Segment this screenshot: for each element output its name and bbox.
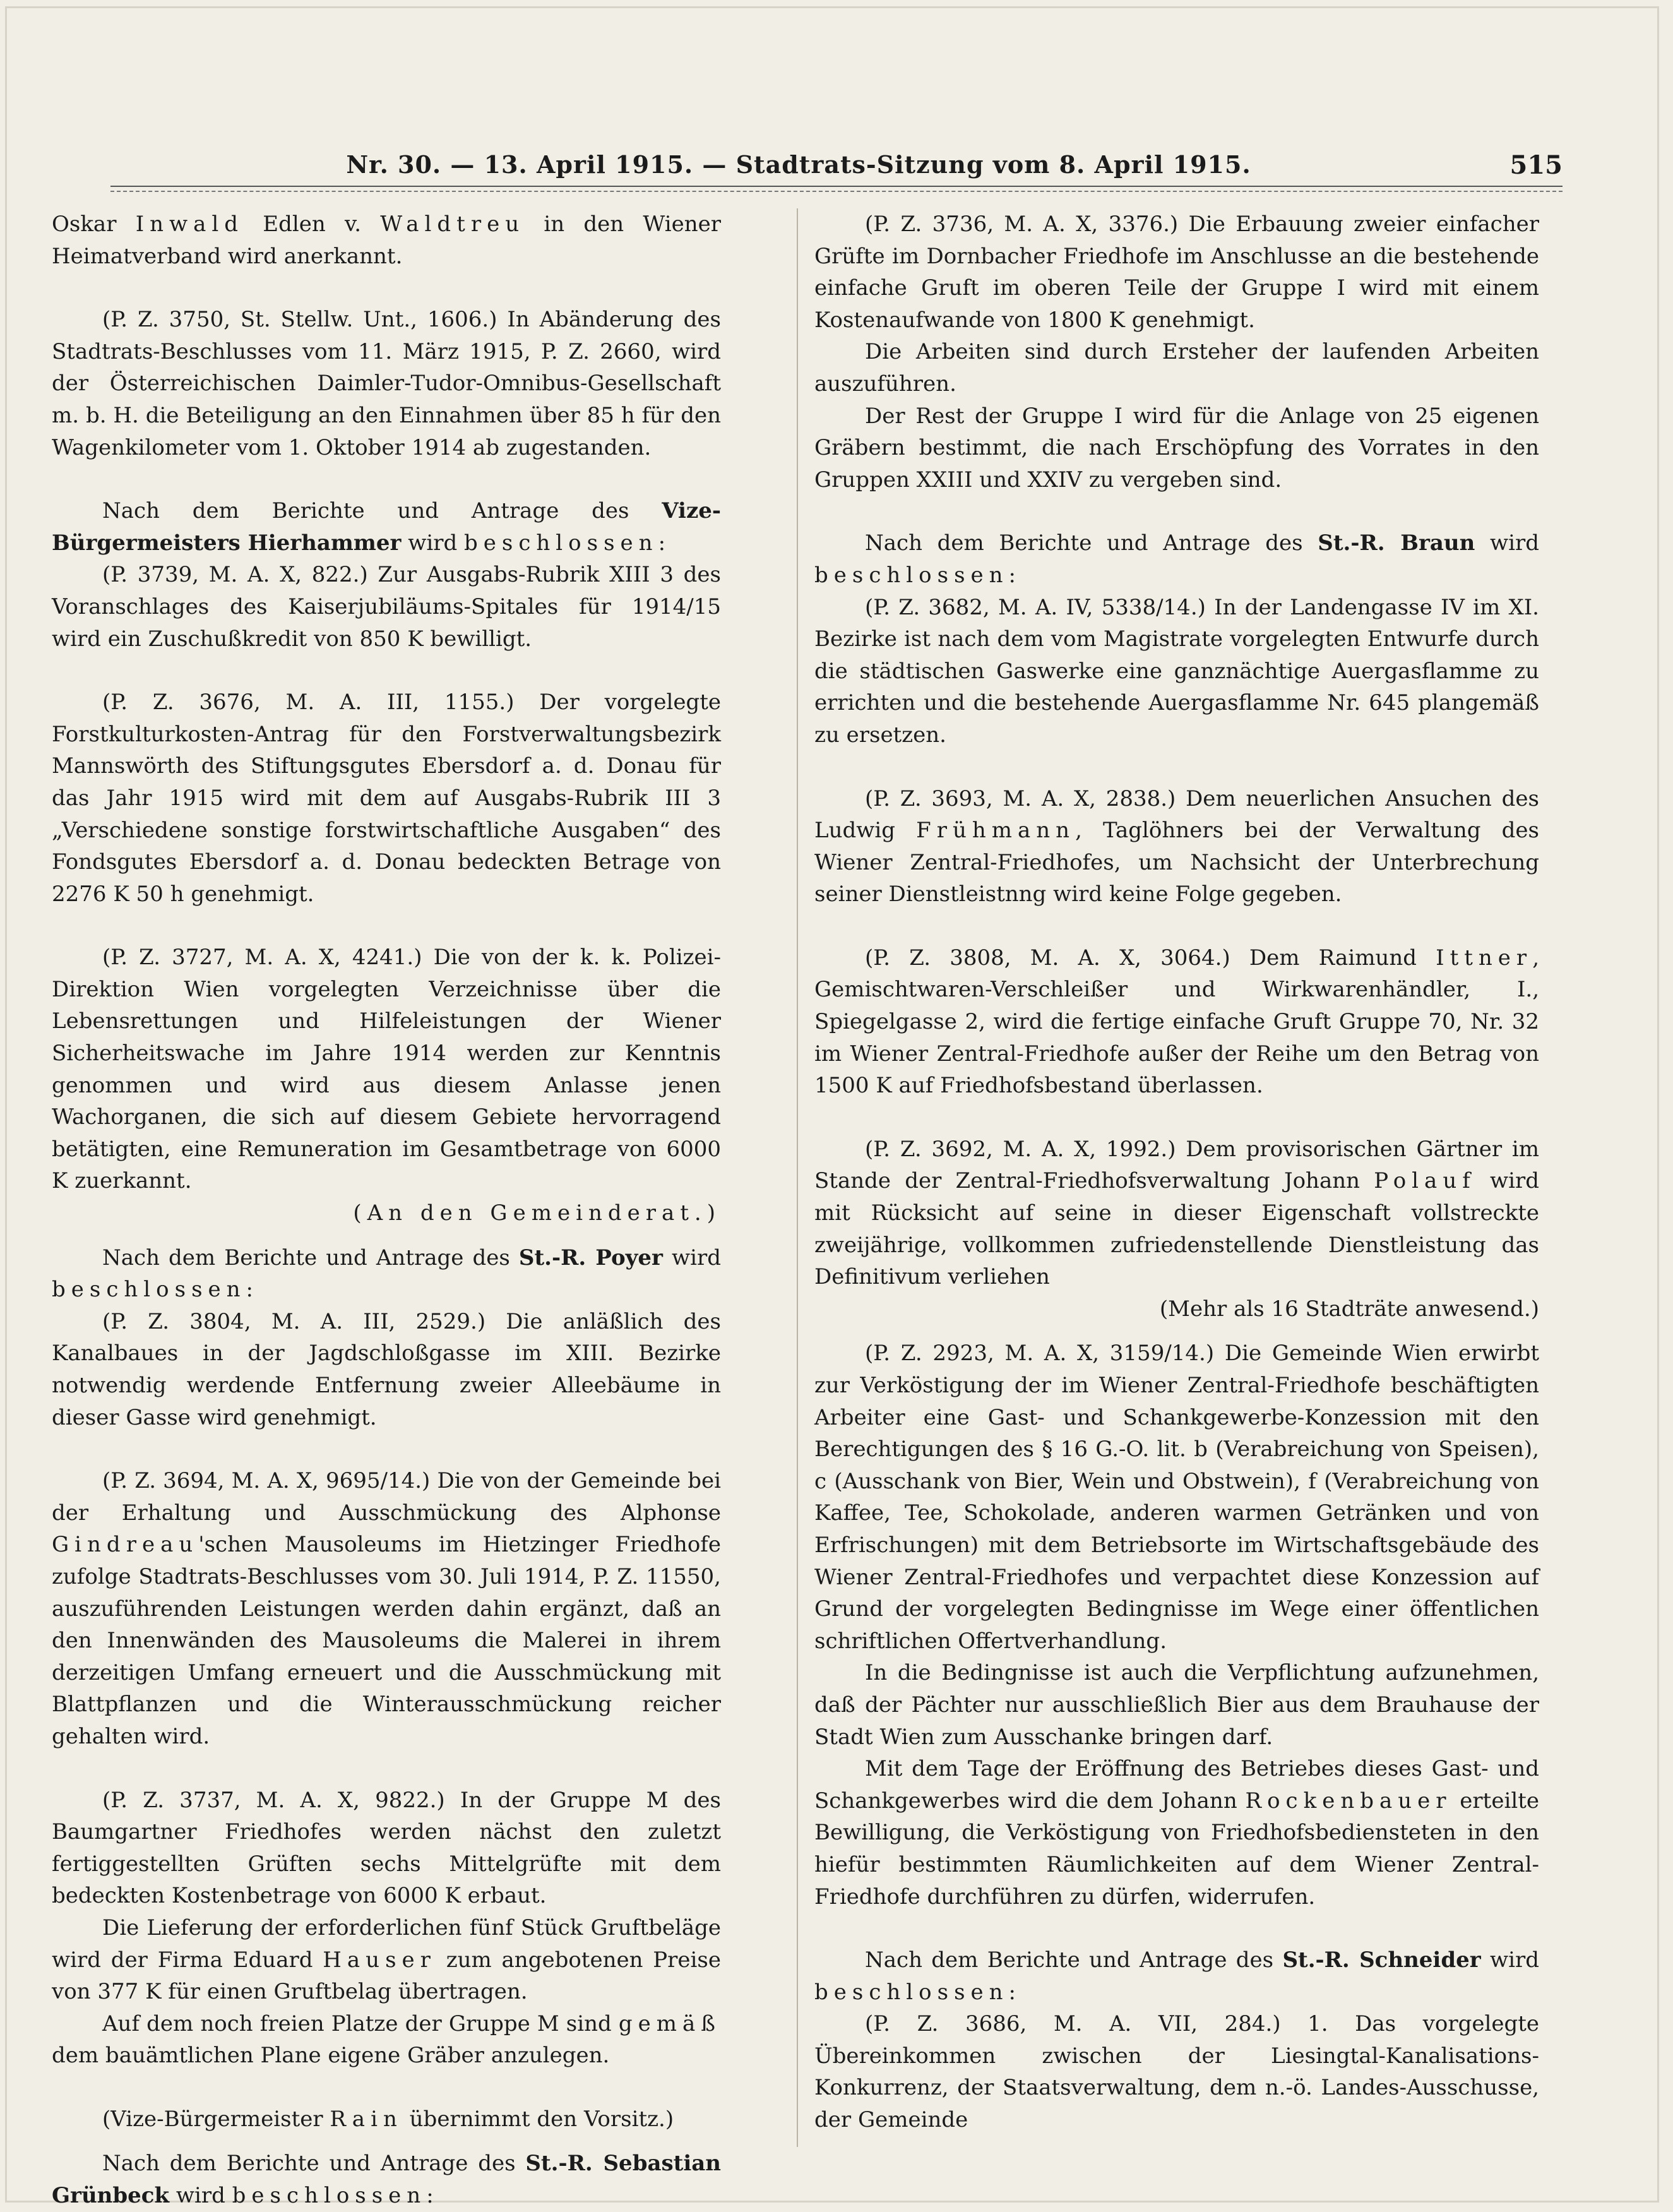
paragraph: (P. Z. 3693, M. A. X, 2838.) Dem neuerlichen Ansuchen des Ludwig Frühmann, Taglöhners bei der Verwaltung des Wiener Zentral-Friedhofes, um Nachsicht der Unterbrechung seiner Dienstleistnng wird keine Folge gegeben. bbox=[814, 786, 1540, 907]
note: (An den Gemeinderat.) bbox=[353, 1200, 721, 1226]
paragraph: (P. Z. 3692, M. A. X, 1992.) Dem provisorischen Gärtner im Stande der Zentral-Friedhofsverwaltung Johann Polauf wird mit Rücksicht auf seine in dieser Eigenschaft vollstreckte zweijährige, vollkommen zufriedenstellende Dienstleistung das Definitivum verliehen bbox=[814, 1136, 1539, 1290]
paragraph: (P. Z. 3804, M. A. III, 2529.) Die anläßlich des Kanalbaues in der Jagdschloßgasse im XIII. Bezirke notwendig werdende Entfernung zweier Alleebäume in dieser Gasse wird genehmigt. bbox=[52, 1308, 721, 1430]
paragraph: (P. 3739, M. A. X, 822.) Zur Ausgabs-Rubrik XIII 3 des Voranschlages des Kaiserjubiläums-Spitales für 1914/15 wird ein Zuschußkredit von 850 K bewilligt. bbox=[52, 562, 721, 652]
paragraph: (P. Z. 3682, M. A. IV, 5338/14.) In der Landengasse IV im XI. Bezirke ist nach dem vom Magistrate vorgelegten Entwurfe durch die städtischen Gaswerke eine ganznächtige Auergasflamme zu errichten und die bestehende Auergasflamme Nr. 645 plangemäß zu ersetzen. bbox=[814, 594, 1539, 748]
paragraph: (P. Z. 3686, M. A. VII, 284.) 1. Das vorgelegte Übereinkommen zwischen der Liesingtal-Kanalisations-Konkurrenz, der Staatsverwaltung, dem n.-ö. Landes-Ausschusse, der Gemeinde bbox=[814, 2011, 1539, 2133]
page-number: 515 bbox=[1509, 150, 1563, 180]
paragraph: (P. Z. 3737, M. A. X, 9822.) In der Gruppe M des Baumgartner Friedhofes werden nächst den zuletzt fertiggestellten Grüften sechs Mittelgrüfte mit dem bedeckten Kostenbetrage von 6000 K erbaut. bbox=[52, 1787, 721, 1909]
paragraph: (P. Z. 3736, M. A. X, 3376.) Die Erbauung zweier einfacher Grüfte im Dornbacher Friedhofe im Anschlusse an die bestehende einfache Gruft im oberen Teile der Gruppe I wird mit einem Kostenaufwande von 1800 K genehmigt. bbox=[814, 212, 1539, 333]
paragraph: Oskar Inwald Edlen v. Waldtreu in den Wiener Heimatverband wird anerkannt. bbox=[52, 212, 721, 269]
resolution-intro: Nach dem Berichte und Antrage des St.-R. Braun wird beschlossen: bbox=[814, 530, 1539, 588]
resolution-intro: Nach dem Berichte und Antrage des St.-R. Schneider wird beschlossen: bbox=[814, 1947, 1539, 2005]
header-rule bbox=[110, 186, 1563, 192]
paragraph: Die Lieferung der erforderlichen fünf Stück Gruftbeläge wird der Firma Eduard Hauser zum angebotenen Preise von 377 K für einen Gruftbelag übertragen. bbox=[52, 1915, 721, 2005]
paragraph: (P. Z. 3808, M. A. X, 3064.) Dem Raimund Ittner, Gemischtwaren-Verschleißer und Wirkwarenhändler, I., Spiegelgasse 2, wird die fertige einfache Gruft Gruppe 70, Nr. 32 im Wiener Zentral-Friedhofe außer der Reihe um den Betrag von 1500 K auf Friedhofsbestand überlassen. bbox=[814, 945, 1539, 1099]
resolution-intro: Nach dem Berichte und Antrage des St.-R. Sebastian Grünbeck wird beschlossen: bbox=[52, 2151, 722, 2209]
paragraph: Auf dem noch freien Platze der Gruppe M sind gemäß dem bauämtlichen Plane eigene Gräber anzulegen. bbox=[52, 2011, 721, 2069]
resolution-intro: Nach dem Berichte und Antrage des Vize-Bürgermeisters Hierhammer wird beschlossen: bbox=[52, 498, 721, 556]
column-divider bbox=[797, 208, 798, 2147]
paragraph: Mit dem Tage der Eröffnung des Betriebes dieses Gast- und Schankgewerbes wird die dem Johann Rockenbauer erteilte Bewilligung, die Verköstigung von Friedhofsbediensteten in den hiefür bestimmten Räumlichkeiten auf dem Wiener Zentral-Friedhofe durchführen zu dürfen, widerrufen. bbox=[814, 1756, 1539, 1910]
paragraph: (P. Z. 3694, M. A. X, 9695/14.) Die von der Gemeinde bei der Erhaltung und Ausschmückung des Alphonse Gindreau'schen Mausoleums im Hietzinger Friedhofe zufolge Stadtrats-Beschlusses vom 30. Juli 1914, P. Z. 11550, auszuführenden Leistungen werden dahin ergänzt, daß an den Innenwänden des Mausoleums die Malerei in ihrem derzeitigen Umfang erneuert und die Ausschmückung mit Blattpflanzen und die Winterausschmückung reicher gehalten wird. bbox=[52, 1468, 721, 1749]
left-column bbox=[52, 208, 721, 2212]
paragraph: (P. Z. 3750, St. Stellw. Unt., 1606.) In Abänderung des Stadtrats-Beschlusses vom 11. März 1915, P. Z. 2660, wird der Österreichischen Daimler-Tudor-Omnibus-Gesellschaft m. b. H. die Beteiligung an den Einnahmen über 85 h für den Wagenkilometer vom 1. Oktober 1914 ab zugestanden. bbox=[52, 307, 721, 460]
running-title: Nr. 30. — 13. April 1915. — Stadtrats-Sitzung vom 8. April 1915. bbox=[346, 150, 1251, 179]
paragraph: (P. Z. 3676, M. A. III, 1155.) Der vorgelegte Forstkulturkosten-Antrag für den Forstverwaltungsbezirk Mannswörth des Stiftungsgutes Ebersdorf a. d. Donau für das Jahr 1915 wird mit dem auf Ausgabs-Rubrik III 3 „Verschiedene sonstige forstwirtschaftliche Ausgaben“ des Fondsgutes Ebersdorf a. d. Donau bedeckten Betrage von 2276 K 50 h genehmigt. bbox=[52, 690, 721, 907]
paragraph: In die Bedingnisse ist auch die Verpflichtung aufzunehmen, daß der Pächter nur ausschließlich Bier aus dem Brauhause der Stadt Wien zum Ausschanke bringen darf. bbox=[814, 1660, 1539, 1750]
paragraph: (P. Z. 3727, M. A. X, 4241.) Die von der k. k. Polizei-Direktion Wien vorgelegten Verzeichnisse über die Lebensrettungen und Hilfeleistungen der Wiener Sicherheitswache im Jahre 1914 werden zur Kenntnis genommen und wird aus diesem Anlasse jenen Wachorganen, die sich auf diesem Gebiete hervorragend betätigten, eine Remuneration im Gesamtbetrage von 6000 K zuerkannt. bbox=[52, 945, 721, 1194]
note: (Mehr als 16 Stadträte anwesend.) bbox=[1159, 1296, 1539, 1322]
paragraph: Die Arbeiten sind durch Ersteher der laufenden Arbeiten auszuführen. bbox=[814, 339, 1539, 397]
paragraph: (Vize-Bürgermeister Rain übernimmt den Vorsitz.) bbox=[102, 2106, 674, 2132]
right-column bbox=[814, 208, 1539, 2136]
resolution-intro: Nach dem Berichte und Antrage des St.-R. Poyer wird beschlossen: bbox=[52, 1245, 721, 1303]
paragraph: (P. Z. 2923, M. A. X, 3159/14.) Die Gemeinde Wien erwirbt zur Verköstigung der im Wiener Zentral-Friedhofe beschäftigten Arbeiter eine Gast- und Schankgewerbe-Konzession mit den Berechtigungen des § 16 G.-O. lit. b (Verabreichung von Speisen), c (Ausschank von Bier, Wein und Obstwein), f (Verabreichung von Kaffee, Tee, Schokolade, anderen warmen Getränken und von Erfrischungen) mit dem Betriebsorte im Wirtschaftsgebäude des Wiener Zentral-Friedhofes und verpachtet diese Konzession auf Grund der vorgelegten Bedingnisse im Wege einer öffentlichen schriftlichen Offertverhandlung. bbox=[814, 1341, 1539, 1654]
paragraph: Der Rest der Gruppe I wird für die Anlage von 25 eigenen Gräbern bestimmt, die nach Erschöpfung des Vorrates in den Gruppen XXIII und XXIV zu vergeben sind. bbox=[814, 403, 1539, 493]
